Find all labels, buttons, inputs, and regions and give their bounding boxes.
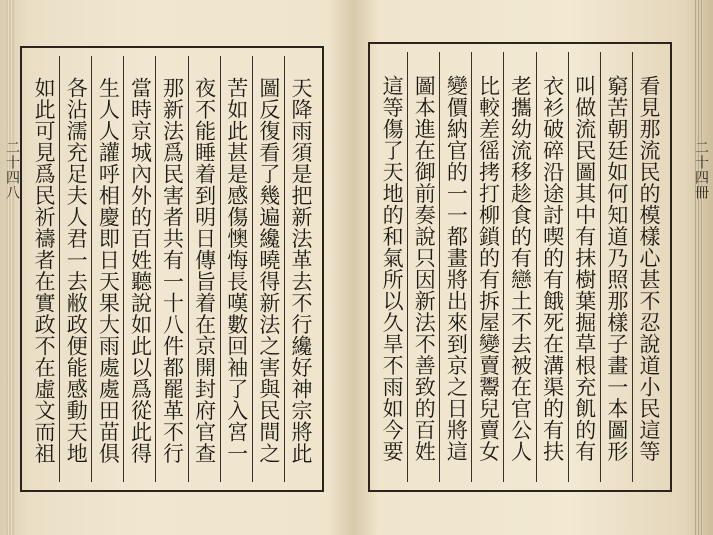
text-column: 這等傷了天地的和氣所以久旱不雨如今要 — [380, 74, 405, 462]
left-text-frame — [20, 46, 324, 492]
text-column: 窮苦朝廷如何知道乃照那樣子畫一本圖形 — [600, 52, 632, 482]
text-column: 夜不能睡着到明日傳旨着在京開封府官查 — [188, 56, 220, 482]
text-column: 衣衫破碎沿途討喫的有餓死在溝渠的有扶 — [536, 52, 568, 482]
left-page — [0, 0, 356, 535]
left-columns — [22, 48, 322, 490]
text-column: 當時京城內外的百姓聽說如此以爲從此得 — [123, 56, 155, 482]
left-seam-label: 二十四八 — [4, 140, 20, 200]
right-seam-label: 二十四冊 — [693, 140, 709, 200]
text-column: 看見那流民的模樣心甚不忍說道小民這等 — [632, 52, 664, 482]
text-column: 圖本進在御前奏說只因新法不善致的百姓 — [407, 52, 439, 482]
text-column: 苦如此甚是感傷懊悔長嘆數回袖了入宮一 — [220, 56, 252, 482]
text-column: 老攜幼流移趁食的有戀土不去被在官公人 — [503, 52, 535, 482]
text-column: 叫做流民圖其中有抹樹葉掘草根充飢的有 — [568, 52, 600, 482]
right-columns — [370, 44, 670, 490]
right-page-edge — [695, 0, 703, 535]
text-column: 變價納官的一一都畫將出來到京之日將這 — [439, 52, 471, 482]
text-column: 圖反復看了幾遍纔曉得新法之害與民間之 — [252, 56, 284, 482]
text-column: 如此可見爲民祈禱者在實政不在虛文而祖 — [32, 76, 57, 464]
text-column: 天降雨須是把新法革去不行纔好神宗將此 — [284, 56, 316, 482]
text-column: 比較差徭拷打柳鎖的有拆屋變賣鬻兒賣女 — [471, 52, 503, 482]
right-page — [356, 0, 713, 535]
text-column: 那新法爲民害者共有一十八件都罷革不行 — [155, 56, 187, 482]
right-text-frame — [368, 42, 672, 492]
text-column: 各沾濡充足夫人君一去敝政便能感動天地 — [59, 56, 91, 482]
text-column: 生人人讙呼相慶即日天果大雨處處田苗俱 — [91, 56, 123, 482]
